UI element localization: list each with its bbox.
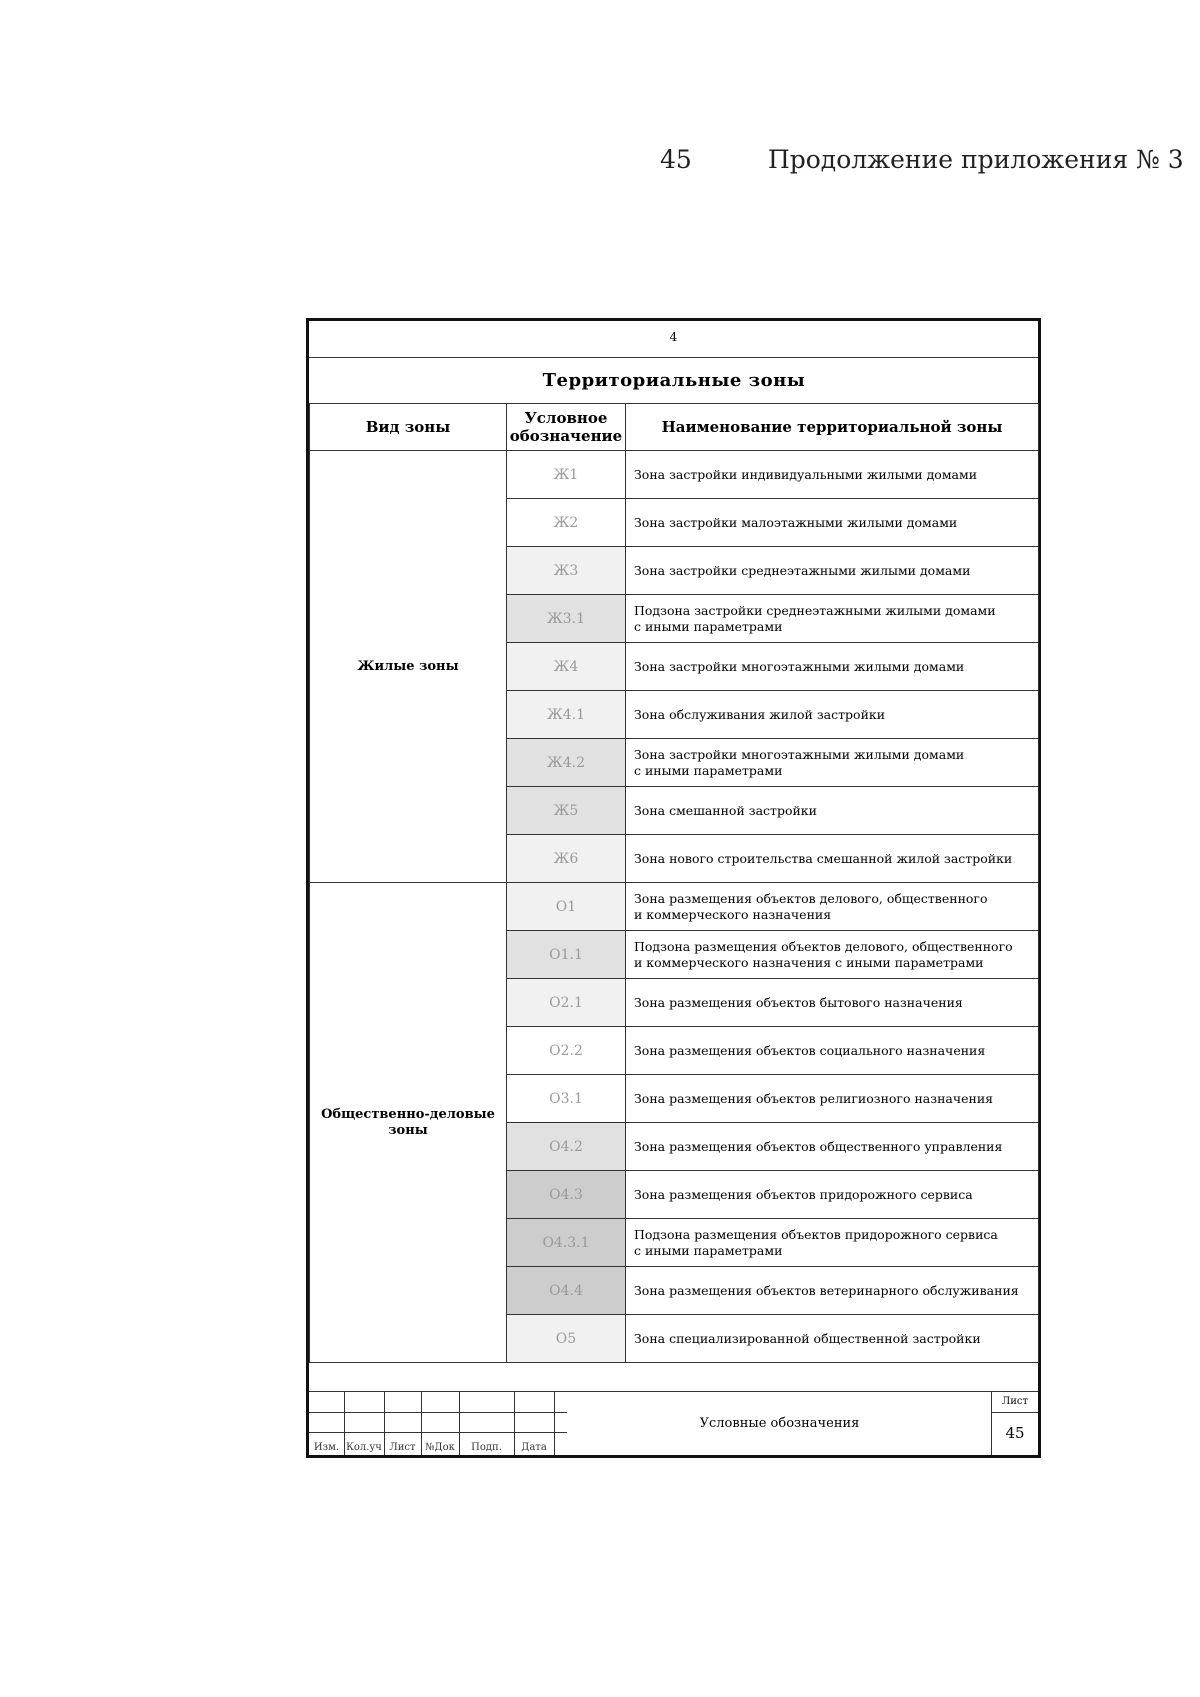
stamp-row-line: [309, 1432, 567, 1433]
table-row: [310, 451, 1039, 499]
drawing-frame: [306, 318, 1041, 1458]
appendix-title: Продолжение приложения № 3: [767, 145, 1184, 174]
zone-code: О3.1: [507, 1075, 626, 1123]
sheet-number: 45: [1005, 1424, 1025, 1442]
zone-name: Подзона размещения объектов придорожного сервиса с иными параметрами: [626, 1219, 1039, 1267]
page-header: [660, 145, 1184, 174]
zone-group-label: Общественно-деловые зоны: [310, 883, 507, 1363]
zone-name: Зона застройки среднеэтажными жилыми домами: [626, 547, 1039, 595]
table-title: Территориальные зоны: [310, 357, 1039, 404]
zone-name: Зона размещения объектов придорожного сервиса: [626, 1171, 1039, 1219]
zone-name: Зона обслуживания жилой застройки: [626, 691, 1039, 739]
zone-code: Ж6: [507, 835, 626, 883]
sheet-code: 4: [309, 321, 1038, 358]
zone-name: Зона размещения объектов бытового назначения: [626, 979, 1039, 1027]
zone-code: Ж2: [507, 499, 626, 547]
zone-name: Зона размещения объектов общественного управления: [626, 1123, 1039, 1171]
header-kind: Вид зоны: [310, 404, 507, 451]
header-name: Наименование территориальной зоны: [626, 404, 1039, 451]
stamp-column-label: Изм.: [313, 1442, 340, 1453]
zone-name: Зона застройки малоэтажными жилыми домами: [626, 499, 1039, 547]
zone-name: Зона специализированной общественной застройки: [626, 1315, 1039, 1363]
stamp-column-label: Подп.: [471, 1442, 502, 1453]
title-block: [309, 1391, 1038, 1455]
zone-code: Ж3: [507, 547, 626, 595]
zone-code: О4.4: [507, 1267, 626, 1315]
stamp-grid: [309, 1392, 567, 1455]
zone-code: Ж5: [507, 787, 626, 835]
zone-code: О4.3: [507, 1171, 626, 1219]
zone-code: Ж3.1: [507, 595, 626, 643]
zone-code: Ж1: [507, 451, 626, 499]
zone-code: О4.2: [507, 1123, 626, 1171]
stamp-column: [309, 1392, 345, 1455]
page-number: 45: [660, 145, 692, 174]
zone-name: Зона нового строительства смешанной жилой застройки: [626, 835, 1039, 883]
stamp-column: [421, 1392, 460, 1455]
zone-name: Зона застройки индивидуальными жилыми домами: [626, 451, 1039, 499]
zone-name: Подзона размещения объектов делового, общественного и коммерческого назначения с иными параметрами: [626, 931, 1039, 979]
zone-name: Зона размещения объектов делового, общественного и коммерческого назначения: [626, 883, 1039, 931]
zone-code: О2.1: [507, 979, 626, 1027]
stamp-column: [459, 1392, 515, 1455]
zone-name: Зона смешанной застройки: [626, 787, 1039, 835]
zone-code: Ж4.1: [507, 691, 626, 739]
zone-name: Зона размещения объектов социального назначения: [626, 1027, 1039, 1075]
stamp-column-label: №Док: [425, 1442, 455, 1453]
stamp-column: [344, 1392, 385, 1455]
zone-name: Зона размещения объектов ветеринарного обслуживания: [626, 1267, 1039, 1315]
zone-code: О1.1: [507, 931, 626, 979]
zone-code: О5: [507, 1315, 626, 1363]
stamp-column: [384, 1392, 422, 1455]
zone-name: Подзона застройки среднеэтажными жилыми домами с иными параметрами: [626, 595, 1039, 643]
zone-name: Зона застройки многоэтажными жилыми домами: [626, 643, 1039, 691]
zones-table: [309, 357, 1039, 1363]
zone-name: Зона размещения объектов религиозного назначения: [626, 1075, 1039, 1123]
zone-name: Зона застройки многоэтажными жилыми домами с иными параметрами: [626, 739, 1039, 787]
stamp-column-label: Дата: [521, 1442, 547, 1453]
stamp-title: Условные обозначения: [699, 1416, 860, 1431]
zone-code: О2.2: [507, 1027, 626, 1075]
stamp-row-line: [309, 1412, 567, 1413]
zone-code: О1: [507, 883, 626, 931]
zone-code: О4.3.1: [507, 1219, 626, 1267]
zones-body: [310, 451, 1039, 1363]
stamp-column-label: Лист: [389, 1442, 416, 1453]
stamp-column-label: Кол.уч: [346, 1442, 382, 1453]
sheet-label: Лист: [992, 1392, 1038, 1413]
zone-code: Ж4.2: [507, 739, 626, 787]
zone-group-label: Жилые зоны: [310, 451, 507, 883]
sheet-box: [991, 1392, 1038, 1455]
table-row: [310, 883, 1039, 931]
header-code: Условное обозначение: [507, 404, 626, 451]
zone-code: Ж4: [507, 643, 626, 691]
stamp-column: [514, 1392, 555, 1455]
